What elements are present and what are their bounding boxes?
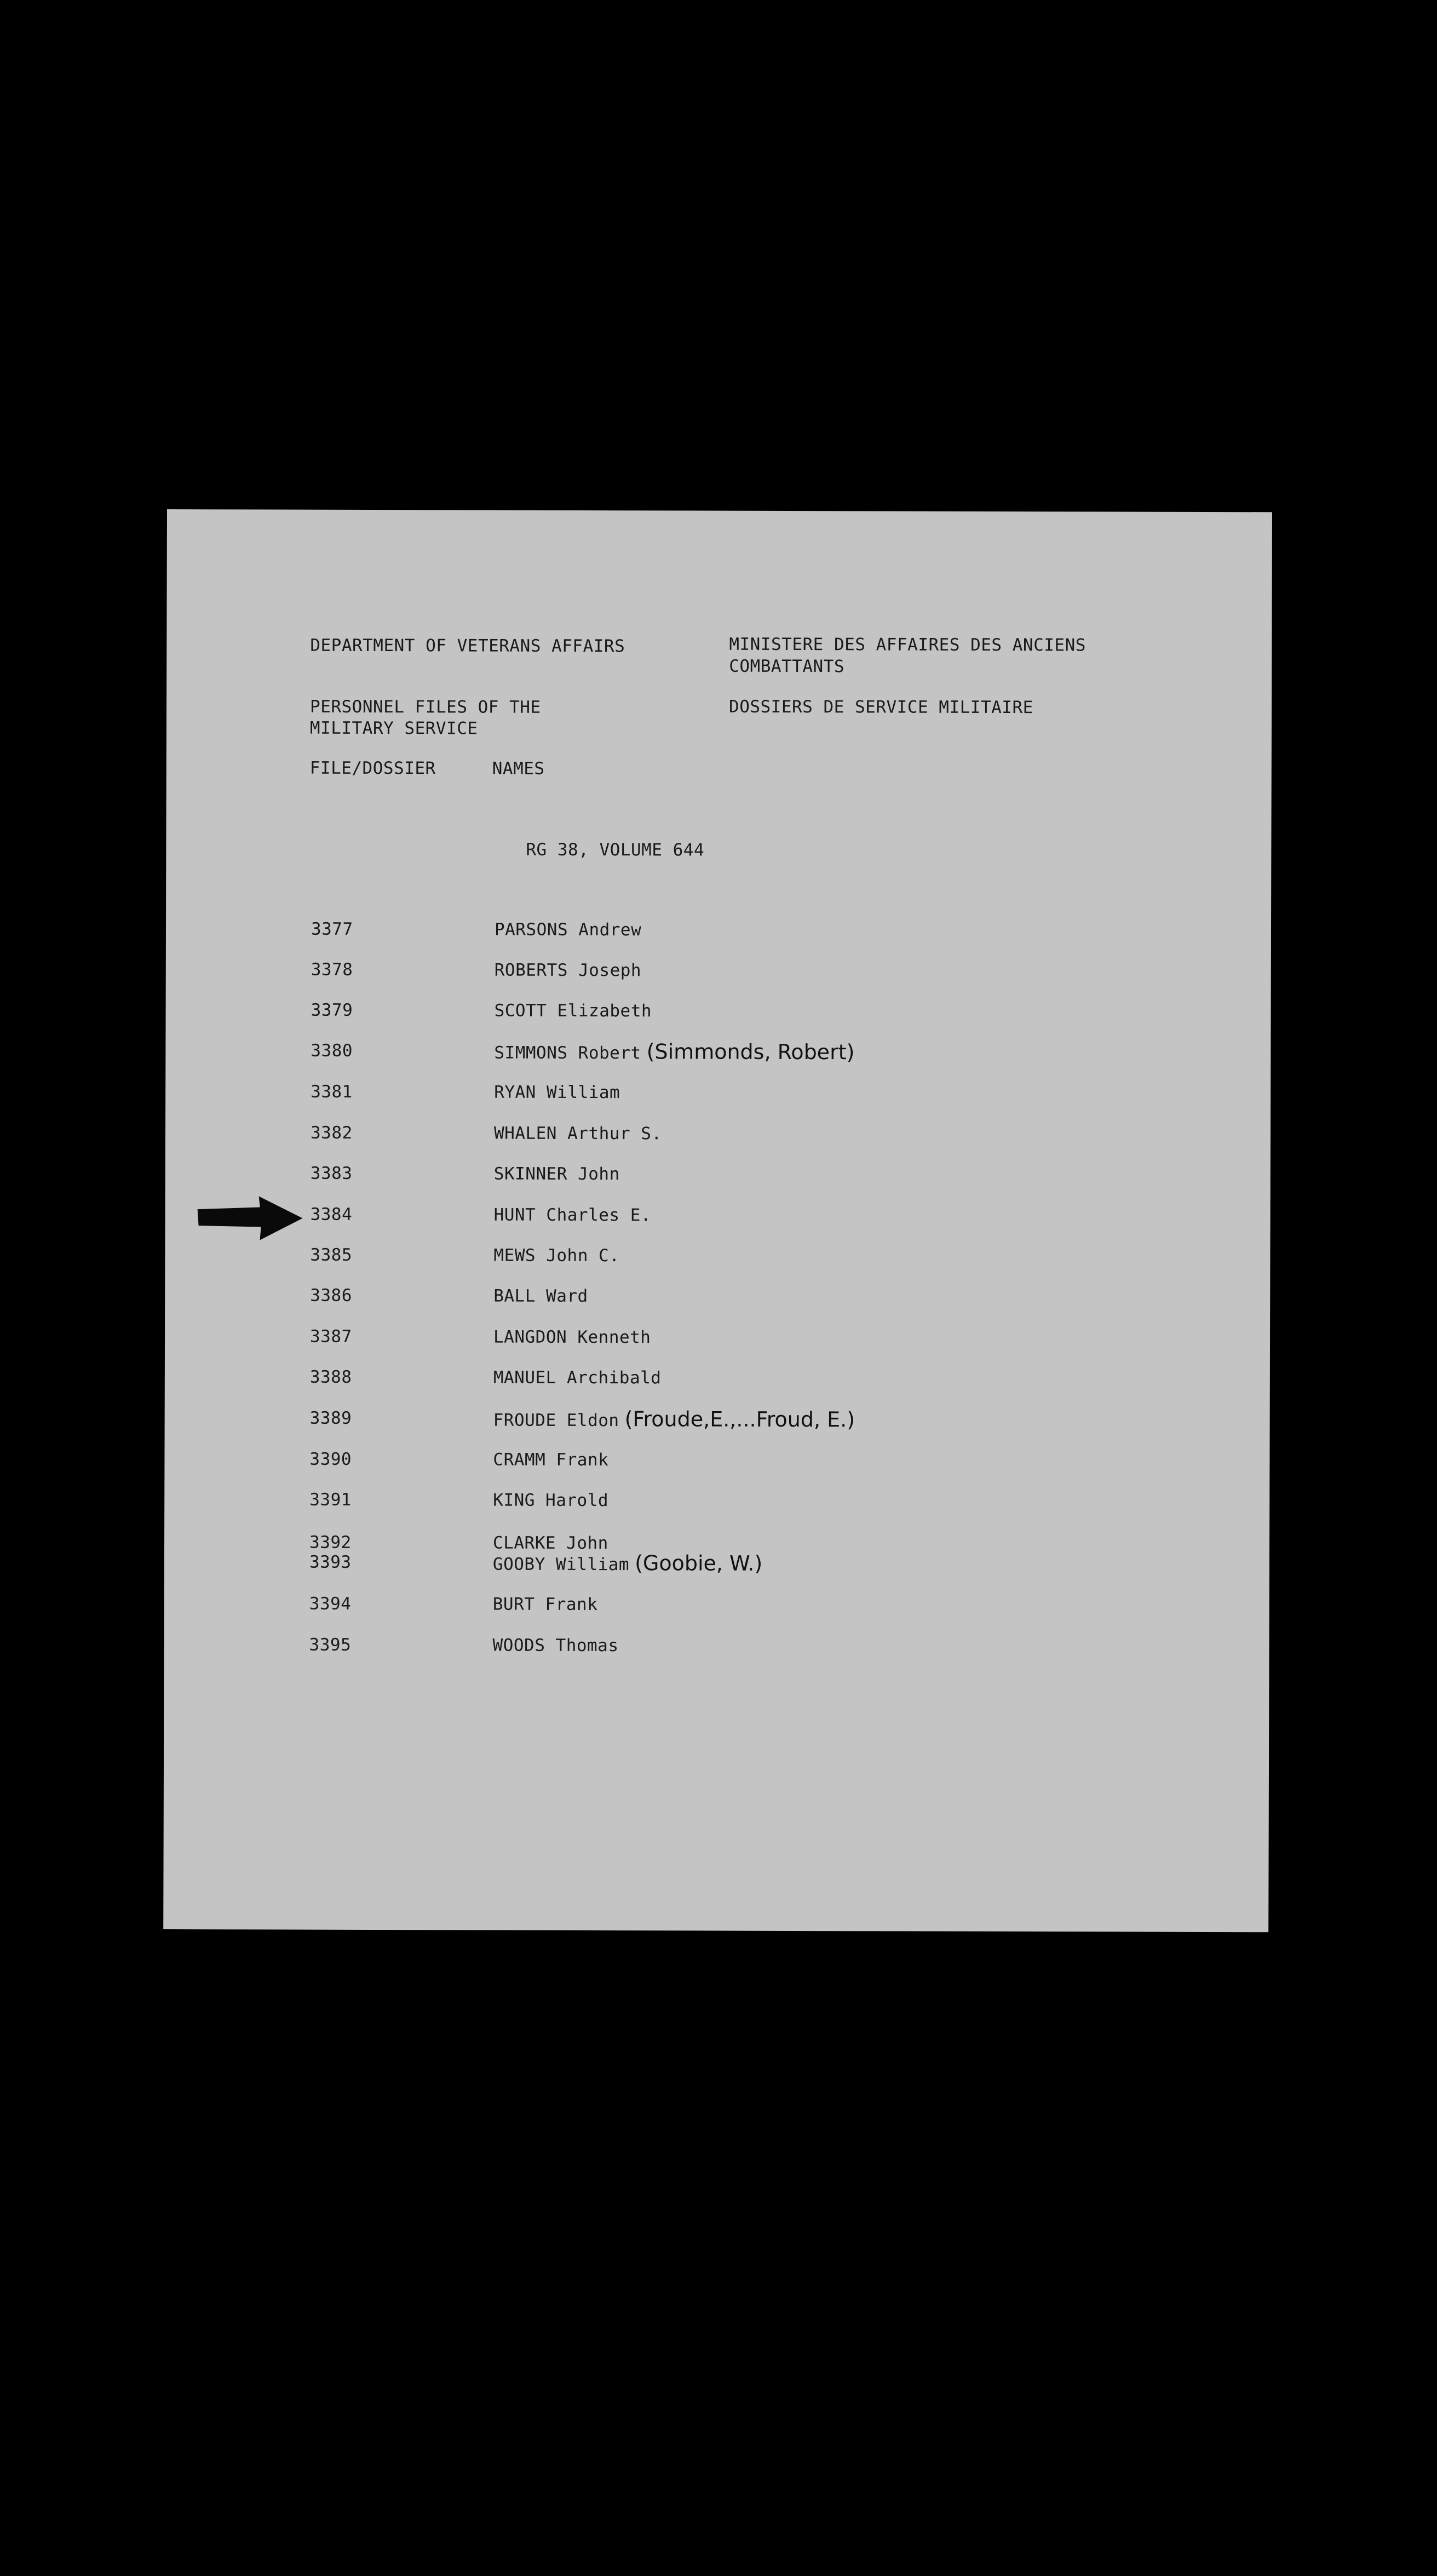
department-name-en: DEPARTMENT OF VETERANS AFFAIRS <box>310 635 625 657</box>
entry-name-text: KING Harold <box>493 1490 609 1511</box>
entry-name <box>494 1163 620 1186</box>
entry-name <box>493 1367 662 1389</box>
table-row <box>166 958 1271 987</box>
entry-name-text: CRAMM Frank <box>493 1450 609 1470</box>
entry-name <box>495 1000 652 1022</box>
entry-name-text: ROBERTS Joseph <box>494 960 642 981</box>
entry-name <box>493 1245 619 1267</box>
table-row <box>164 1488 1269 1517</box>
table-row <box>165 1203 1271 1232</box>
entry-name-text: BALL Ward <box>493 1286 588 1307</box>
table-row <box>164 1448 1269 1477</box>
file-number: 3391 <box>309 1490 352 1510</box>
file-number: 3382 <box>310 1123 353 1143</box>
file-number: 3383 <box>310 1163 353 1183</box>
table-row <box>164 1634 1269 1663</box>
entry-name <box>495 959 641 982</box>
file-number: 3377 <box>311 919 353 939</box>
file-number: 3385 <box>310 1245 353 1265</box>
file-number: 3388 <box>309 1367 352 1387</box>
document-page <box>163 509 1272 1932</box>
column-header-file: FILE/DOSSIER <box>309 758 436 779</box>
handwritten-note: (Simmonds, Robert) <box>646 1039 855 1065</box>
entry-name <box>493 1532 608 1555</box>
entry-name-text: LANGDON Kenneth <box>493 1327 651 1348</box>
entry-name <box>493 1449 608 1471</box>
table-row <box>165 1122 1271 1151</box>
entry-name <box>494 1123 662 1145</box>
department-name-fr-line1: MINISTERE DES AFFAIRES DES ANCIENS <box>729 634 1086 656</box>
table-row <box>165 1244 1270 1273</box>
file-number: 3394 <box>309 1594 352 1614</box>
file-number: 3386 <box>310 1285 352 1306</box>
file-number: 3387 <box>309 1326 352 1347</box>
file-number: 3395 <box>309 1635 352 1655</box>
files-title-en-line2: MILITARY SERVICE <box>309 718 478 739</box>
entry-name-text: SKINNER John <box>493 1164 620 1185</box>
entry-name-text: SIMMONS Robert <box>494 1043 641 1063</box>
entry-name-text: BURT Frank <box>492 1594 598 1615</box>
department-name-fr-line2: COMBATTANTS <box>729 656 845 677</box>
files-title-en-line1: PERSONNEL FILES OF THE <box>310 697 541 717</box>
files-title-fr: DOSSIERS DE SERVICE MILITAIRE <box>729 697 1033 718</box>
volume-reference: RG 38, VOLUME 644 <box>526 840 705 860</box>
entry-name-text: WHALEN Arthur S. <box>493 1123 662 1144</box>
file-number: 3392 <box>309 1532 352 1553</box>
entry-name <box>495 919 641 941</box>
column-header-names: NAMES <box>492 758 545 779</box>
table-row <box>165 1080 1271 1109</box>
table-row <box>164 1551 1269 1580</box>
entry-name-text: MEWS John C. <box>493 1245 620 1266</box>
table-row <box>165 1325 1270 1354</box>
file-number: 3384 <box>310 1204 353 1224</box>
entry-name <box>493 1490 608 1512</box>
file-number: 3393 <box>309 1552 352 1572</box>
entry-name-text: SCOTT Elizabeth <box>494 1001 652 1021</box>
file-number: 3389 <box>309 1408 352 1428</box>
handwritten-note: (Goobie, W.) <box>635 1551 763 1576</box>
entry-name-text: MANUEL Archibald <box>493 1367 662 1388</box>
entry-name <box>493 1326 651 1349</box>
table-row <box>166 999 1271 1028</box>
file-number: 3381 <box>311 1082 353 1102</box>
entry-name-text: HUNT Charles E. <box>493 1205 652 1226</box>
table-row <box>165 1039 1271 1068</box>
file-number: 3379 <box>311 1000 353 1020</box>
entry-name <box>494 1204 652 1227</box>
entry-name <box>493 1285 588 1307</box>
entry-name-text: PARSONS Andrew <box>494 919 642 940</box>
entry-name <box>493 1594 598 1616</box>
entry-name <box>493 1552 762 1576</box>
table-row <box>165 1284 1270 1313</box>
handwritten-note: (Froude,E.,...Froud, E.) <box>624 1407 855 1432</box>
entry-name-text: CLARKE John <box>493 1533 608 1554</box>
entry-name-text: RYAN William <box>494 1082 620 1103</box>
entry-name <box>494 1040 854 1065</box>
entry-name-text: WOODS Thomas <box>492 1635 619 1656</box>
entry-name <box>494 1082 620 1104</box>
entry-name <box>493 1408 855 1433</box>
entry-name <box>493 1635 619 1657</box>
file-number: 3378 <box>311 959 353 980</box>
table-row <box>165 1162 1271 1191</box>
file-number: 3380 <box>311 1040 353 1061</box>
table-row <box>166 918 1271 947</box>
file-number: 3390 <box>309 1449 352 1469</box>
entry-name-text: GOOBY William <box>492 1554 630 1575</box>
entry-name-text: FROUDE Eldon <box>493 1410 619 1431</box>
table-row <box>165 1366 1270 1395</box>
table-row <box>164 1592 1269 1622</box>
table-row <box>165 1407 1270 1436</box>
